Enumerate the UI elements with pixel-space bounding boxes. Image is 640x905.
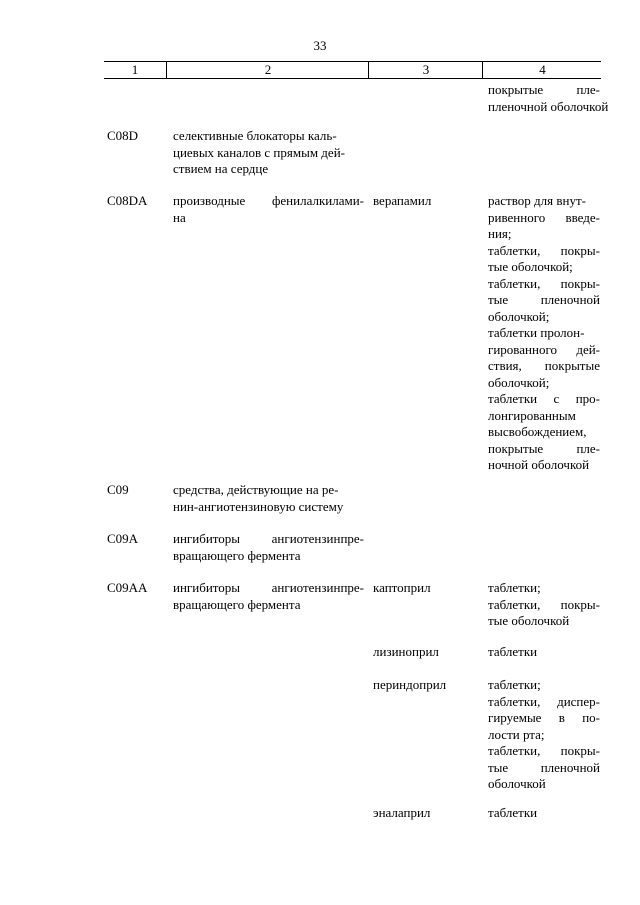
group-name-line xyxy=(173,128,364,145)
dosage-form-word: покрытые xyxy=(488,82,544,97)
group-name-line xyxy=(173,210,364,227)
atc-code: C09AA xyxy=(107,580,148,595)
dosage-form-line xyxy=(488,760,600,777)
dosage-form-word: гированного xyxy=(488,341,557,357)
dosage-form-word: таблетки, xyxy=(488,275,541,291)
group-name-line xyxy=(173,580,364,597)
dosage-form-word: таблетки xyxy=(488,644,538,659)
dosage-form xyxy=(488,805,600,822)
drug-name: периндоприл xyxy=(373,677,447,692)
dosage-form-word: тые xyxy=(488,759,509,775)
dosage-form-word: пленочной оболочкой xyxy=(488,98,609,114)
dosage-form-word: лонгированным xyxy=(488,407,576,423)
dosage-form-word: тые оболочкой; xyxy=(488,259,573,274)
dosage-form-line xyxy=(488,276,600,293)
group-name-word: нин-ангиотензиновую систему xyxy=(173,498,344,514)
dosage-form-line xyxy=(488,424,600,441)
dosage-form-word: по- xyxy=(582,710,600,725)
dosage-form-line xyxy=(488,82,600,99)
dosage-form-line xyxy=(488,644,600,661)
dosage-form-line xyxy=(488,776,600,793)
dosage-form-line xyxy=(488,710,600,727)
dosage-form-line xyxy=(488,342,600,359)
dosage-form-line xyxy=(488,580,600,597)
dosage-form-word: покрытые xyxy=(544,358,600,373)
group-name-word: циевых каналов с прямым дей- xyxy=(173,144,345,160)
group-name-line xyxy=(173,531,364,548)
dosage-form-word: ния; xyxy=(488,226,512,241)
dosage-form-word: тые оболочкой xyxy=(488,613,570,628)
dosage-form xyxy=(488,82,609,115)
header-col-1: 1 xyxy=(131,62,139,77)
dosage-form-line xyxy=(488,226,600,243)
dosage-form-line xyxy=(488,243,600,260)
dosage-form-line xyxy=(488,325,600,342)
dosage-form-word: пле- xyxy=(576,440,600,456)
group-name-word: селективные блокаторы каль- xyxy=(173,128,337,143)
dosage-form-word: таблетки; xyxy=(488,677,541,692)
group-name-word: ствием на сердце xyxy=(173,161,269,176)
group-name-word: ингибиторы xyxy=(173,580,241,595)
dosage-form-word: таблетки, xyxy=(488,596,541,612)
dosage-form-line xyxy=(488,743,600,760)
dosage-form-word: оболочкой; xyxy=(488,308,550,324)
group-name-word: на xyxy=(173,209,186,225)
drug-name: лизиноприл xyxy=(373,644,439,659)
dosage-form-line xyxy=(488,613,600,630)
dosage-form-word: ривенного xyxy=(488,209,546,225)
dosage-form-line xyxy=(488,805,600,822)
dosage-form-word: диспер- xyxy=(557,693,600,709)
dosage-form-word: тые xyxy=(488,292,509,307)
dosage-form xyxy=(488,644,600,661)
group-name-line xyxy=(173,193,364,210)
dosage-form-word: оболочкой; xyxy=(488,374,550,390)
dosage-form xyxy=(488,677,600,793)
dosage-form-line xyxy=(488,193,600,210)
dosage-form-word: оболочкой xyxy=(488,776,546,791)
group-name-word: производные xyxy=(173,193,246,208)
dosage-form-word: покры- xyxy=(560,743,600,758)
group-name xyxy=(173,193,364,226)
drug-name: эналаприл xyxy=(373,805,431,820)
atc-code: C08D xyxy=(107,128,139,143)
group-name xyxy=(173,580,364,613)
group-name xyxy=(173,128,364,178)
dosage-form-word: лости рта; xyxy=(488,726,545,742)
dosage-form-line xyxy=(488,597,600,614)
table-header-row xyxy=(104,61,601,79)
header-col-4: 4 xyxy=(482,62,602,78)
group-name-word: ингибиторы xyxy=(173,531,241,546)
drug-name: верапамил xyxy=(373,193,432,208)
dosage-form-word: в xyxy=(558,710,565,725)
dosage-form-line xyxy=(488,292,600,309)
page-number: 33 xyxy=(313,38,327,53)
group-name-line xyxy=(173,548,364,565)
dosage-form-line xyxy=(488,259,600,276)
dosage-form-word: раствор для внут- xyxy=(488,193,586,208)
dosage-form xyxy=(488,580,600,630)
group-name-line xyxy=(173,597,364,614)
dosage-form-line xyxy=(488,677,600,694)
atc-code: C08DA xyxy=(107,193,148,208)
dosage-form-line xyxy=(488,694,600,711)
atc-code: C09A xyxy=(107,531,139,546)
dosage-form-line xyxy=(488,309,600,326)
dosage-form-word: покрытые xyxy=(488,440,544,456)
dosage-form-word: таблетки xyxy=(488,805,538,820)
dosage-form-word: пленочной xyxy=(540,759,600,775)
dosage-form-line xyxy=(488,457,600,474)
dosage-form-line xyxy=(488,408,600,425)
dosage-form-word: покры- xyxy=(560,275,600,291)
group-name-word: ангиотензинпре- xyxy=(271,531,364,546)
dosage-form-word: гируемые xyxy=(488,710,542,725)
dosage-form-word: про- xyxy=(575,391,600,406)
dosage-form xyxy=(488,193,600,474)
group-name-line xyxy=(173,145,364,162)
group-name xyxy=(173,482,364,515)
dosage-form-word: дей- xyxy=(576,341,600,357)
header-col-2: 2 xyxy=(166,62,369,78)
dosage-form-word: пленочной xyxy=(540,292,600,307)
dosage-form-word: ночной оболочкой xyxy=(488,457,590,472)
dosage-form-word: таблетки, xyxy=(488,743,541,758)
dosage-form-line xyxy=(488,441,600,458)
dosage-form-line xyxy=(488,375,600,392)
group-name-word: ангиотензинпре- xyxy=(271,580,364,595)
dosage-form-line xyxy=(488,98,609,116)
dosage-form-word: таблетки пролон- xyxy=(488,325,585,340)
atc-code: C09 xyxy=(107,482,129,497)
dosage-form-word: ствия, xyxy=(488,358,522,373)
group-name-word: средства, действующие на ре- xyxy=(173,482,339,497)
dosage-form-word: таблетки; xyxy=(488,580,541,595)
group-name xyxy=(173,531,364,564)
dosage-form-line xyxy=(488,391,600,408)
dosage-form-word: таблетки, xyxy=(488,693,541,709)
group-name-line xyxy=(173,161,364,178)
header-col-3: 3 xyxy=(368,62,483,78)
dosage-form-word: таблетки xyxy=(488,391,538,406)
dosage-form-word: пле- xyxy=(576,82,600,97)
dosage-form-line xyxy=(488,210,600,227)
dosage-form-word: высвобождением, xyxy=(488,424,587,439)
dosage-form-word: введе- xyxy=(565,209,600,225)
group-name-line xyxy=(173,482,364,499)
group-name-line xyxy=(173,499,364,516)
dosage-form-word: с xyxy=(553,391,560,406)
dosage-form-word: покры- xyxy=(560,596,600,612)
group-name-word: вращающего фермента xyxy=(173,596,301,612)
group-name-word: фенилалкилами- xyxy=(271,193,364,208)
dosage-form-line xyxy=(488,727,600,744)
drug-name: каптоприл xyxy=(373,580,431,595)
group-name-word: вращающего фермента xyxy=(173,547,301,563)
dosage-form-word: покры- xyxy=(560,242,600,258)
dosage-form-line xyxy=(488,358,600,375)
dosage-form-word: таблетки, xyxy=(488,242,541,258)
